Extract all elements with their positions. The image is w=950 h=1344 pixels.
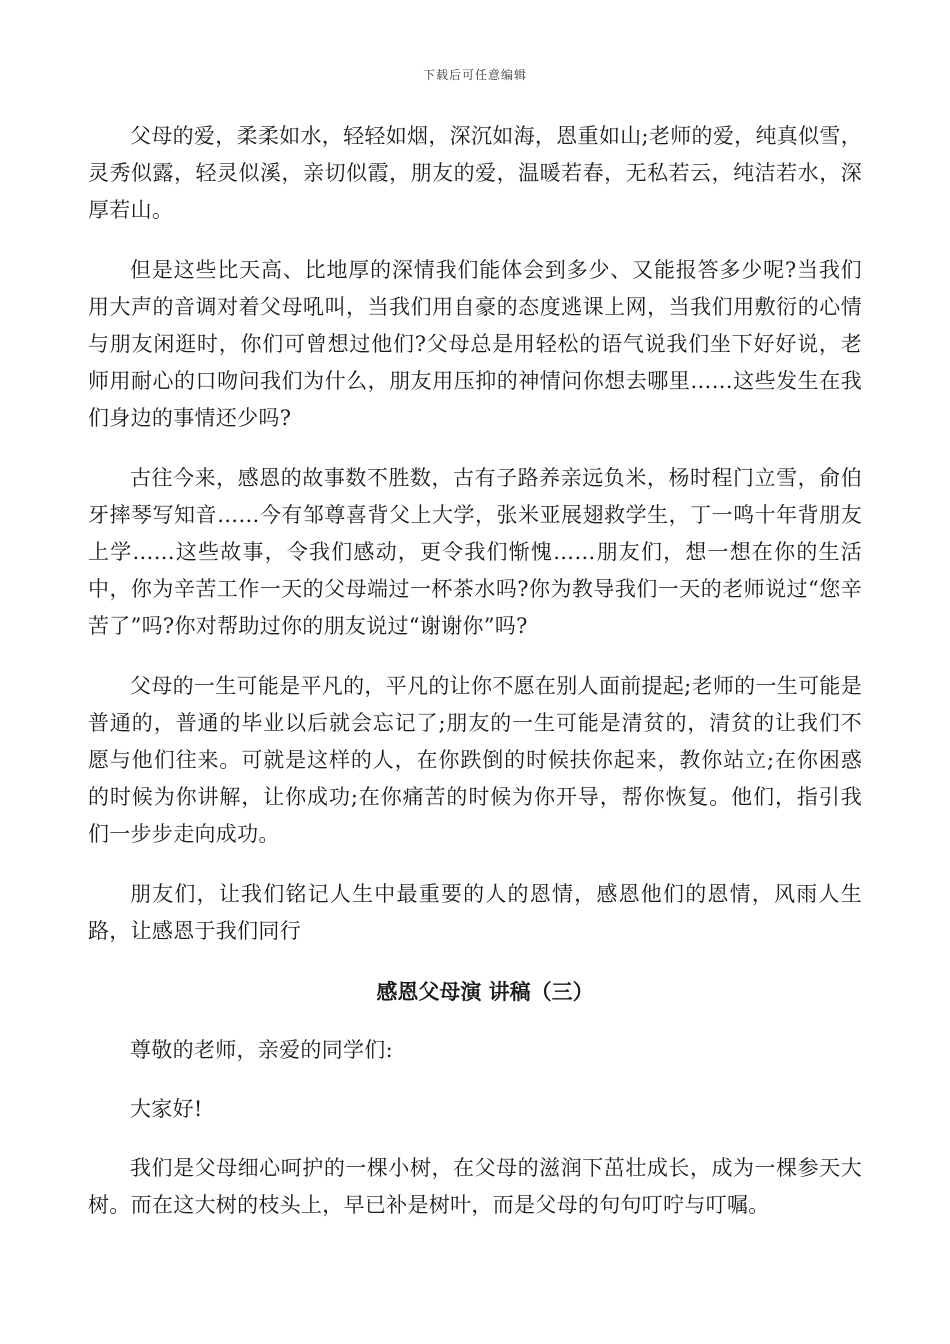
salutation: 大家好! xyxy=(130,1097,203,1121)
paragraph-4: 父母的一生可能是平凡的，平凡的让你不愿在别人面前提起;老师的一生可能是普通的，普通的毕业以后就会忘记了;朋友的一生可能是清贫的，清贫的让我们不愿与他们往来。可就是这样的人，在你跌倒的时候扶你起来，教你站立;在你困惑的时候为你讲解，让你成功;在你痛苦的时候为你开导，帮你恢复。他们，指引我们一步步走向成功。 xyxy=(88,674,862,846)
paragraph-5: 朋友们，让我们铭记人生中最重要的人的恩情，感恩他们的恩情，风雨人生路，让感恩于我们同行 xyxy=(88,882,862,943)
header-note: 下载后可任意编辑 xyxy=(422,68,527,82)
paragraph-6: 我们是父母细心呵护的一棵小树，在父母的滋润下茁壮成长，成为一棵参天大树。而在这大树的枝头上，早已补是树叶，而是父母的句句叮咛与叮嘱。 xyxy=(88,1156,862,1217)
document-body xyxy=(88,118,862,1247)
section-title: 感恩父母演 讲稿（三） xyxy=(376,979,594,1004)
greeting: 尊敬的老师，亲爱的同学们: xyxy=(130,1038,393,1062)
paragraph-2: 但是这些比天高、比地厚的深情我们能体会到多少、又能报答多少呢?当我们用大声的音调对着父母吼叫，当我们用自豪的态度逃课上网，当我们用敷衍的心情与朋友闲逛时，你们可曾想过他们?父母总是用轻松的语气说我们坐下好好说，老师用耐心的口吻问我们为什么，朋友用压抑的神情问你想去哪里……这些发生在我们身边的事情还少吗? xyxy=(88,258,862,430)
paragraph-3: 古往今来，感恩的故事数不胜数，古有子路养亲远负米，杨时程门立雪，俞伯牙摔琴写知音……今有邹尊喜背父上大学，张米亚展翅救学生，丁一鸣十年背朋友上学……这些故事，令我们感动，更令我们惭愧……朋友们，想一想在你的生活中，你为辛苦工作一天的父母端过一杯茶水吗?你为教导我们一天的老师说过“您辛苦了”吗?你对帮助过你的朋友说过“谢谢你”吗? xyxy=(88,466,862,638)
paragraph-1: 父母的爱，柔柔如水，轻轻如烟，深沉如海，恩重如山;老师的爱，纯真似雪，灵秀似露，轻灵似溪，亲切似霞，朋友的爱，温暖若春，无私若云，纯洁若水，深厚若山。 xyxy=(88,124,862,222)
